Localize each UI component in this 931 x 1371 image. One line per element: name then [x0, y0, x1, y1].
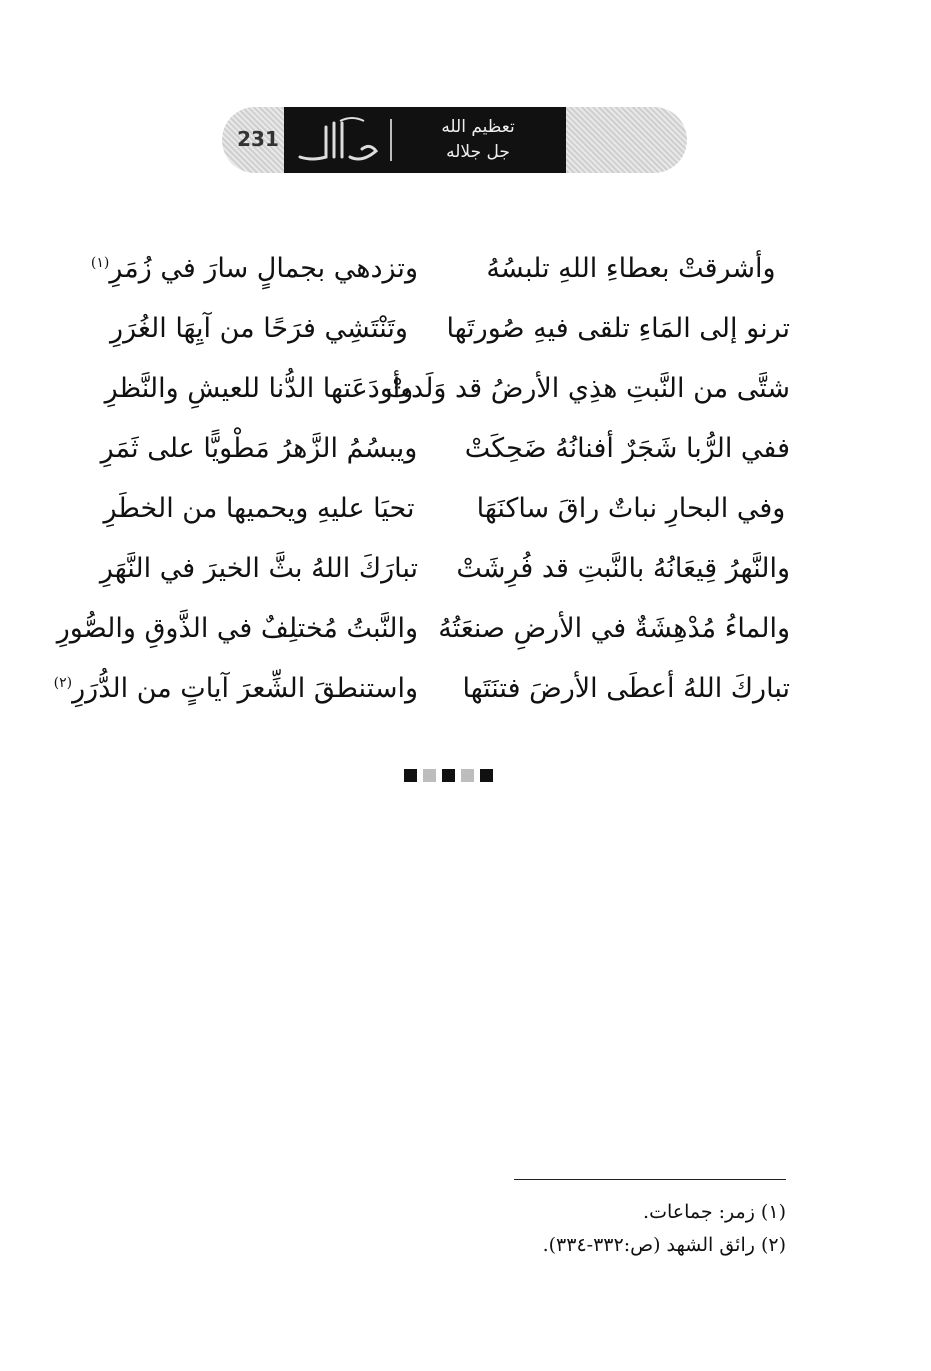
hemistich-left-text: واستنطقَ الشِّعرَ آياتٍ من الدُّرَرِ: [72, 672, 418, 704]
hemistich-left: [53, 672, 418, 704]
series-title-line1: تعظيم الله: [441, 117, 515, 137]
series-title-line2: جل جلاله: [446, 142, 510, 162]
header-divider: [390, 119, 392, 161]
hemistich-left: تبارَكَ اللهُ بثَّ الخيرَ في النَّهَرِ: [99, 552, 418, 584]
ornament-square: [461, 769, 474, 782]
section-ornament: [398, 767, 498, 783]
hemistich-right: والنَّهرُ قِيعَانُهُ بالنَّبتِ قد فُرِشَتْ: [456, 552, 790, 584]
verse: [53, 658, 790, 718]
hemistich-right: وفي البحارِ نباتٌ راقَ ساكنَهَا: [476, 492, 786, 524]
footnote: (٢) رائق الشهد (ص:٣٣٢-٣٣٤).: [542, 1234, 786, 1256]
hemistich-right: ترنو إلى المَاءِ تلقى فيهِ صُورتَها: [446, 312, 790, 344]
series-title: [398, 115, 558, 165]
hemistich-right: شتَّى من النَّبتِ هذِي الأرضُ قد وَلَدتْ: [385, 372, 790, 404]
hemistich-left: وتَنْتَشِي فرَحًا من آيِهَا الغُرَرِ: [110, 312, 408, 344]
ornament-square: [442, 769, 455, 782]
footnote: (١) زمر: جماعات.: [643, 1201, 786, 1223]
page-number: 231: [237, 127, 279, 151]
page-header: [222, 107, 687, 173]
hemistich-right: والماءُ مُدْهِشَةٌ في الأرضِ صنعَتُهُ: [438, 612, 790, 644]
verse: [56, 598, 790, 658]
footnote-ref: (٢): [53, 674, 73, 691]
verse: [100, 418, 790, 478]
footnote-ref: (١): [90, 254, 110, 271]
poem: [53, 238, 790, 718]
verse: [100, 478, 790, 538]
verse: [100, 538, 790, 598]
ornament-square: [480, 769, 493, 782]
hemistich-left: تحيَا عليهِ ويحميها من الخطَرِ: [103, 492, 415, 524]
hemistich-left: [90, 252, 418, 284]
ornament-square: [404, 769, 417, 782]
hemistich-right: ففي الرُّبا شَجَرٌ أفنانُهُ ضَحِكَتْ: [464, 432, 790, 464]
ornament-square: [423, 769, 436, 782]
verse: [100, 358, 790, 418]
allah-calligraphy-icon: [292, 113, 384, 167]
hemistich-right: وأشرقتْ بعطاءِ اللهِ تلبسُهُ: [486, 252, 776, 284]
hemistich-left: والنَّبتُ مُختلِفٌ في الذَّوقِ والصُّورِ: [56, 612, 418, 644]
hemistich-left-text: وتزدهي بجمالٍ سارَ في زُمَرِ: [109, 252, 418, 284]
hemistich-right: تباركَ اللهُ أعطَى الأرضَ فتنَتَها: [462, 672, 790, 704]
verse: [100, 298, 790, 358]
hemistich-left: ويبسُمُ الزَّهرُ مَطْويًّا على ثَمَرِ: [100, 432, 418, 464]
hemistich-left: وأودَعَتها الدُّنا للعيشِ والنَّظرِ: [104, 372, 414, 404]
footnotes: [480, 1196, 786, 1262]
verse: [90, 238, 790, 298]
footnote-divider: [514, 1179, 786, 1180]
